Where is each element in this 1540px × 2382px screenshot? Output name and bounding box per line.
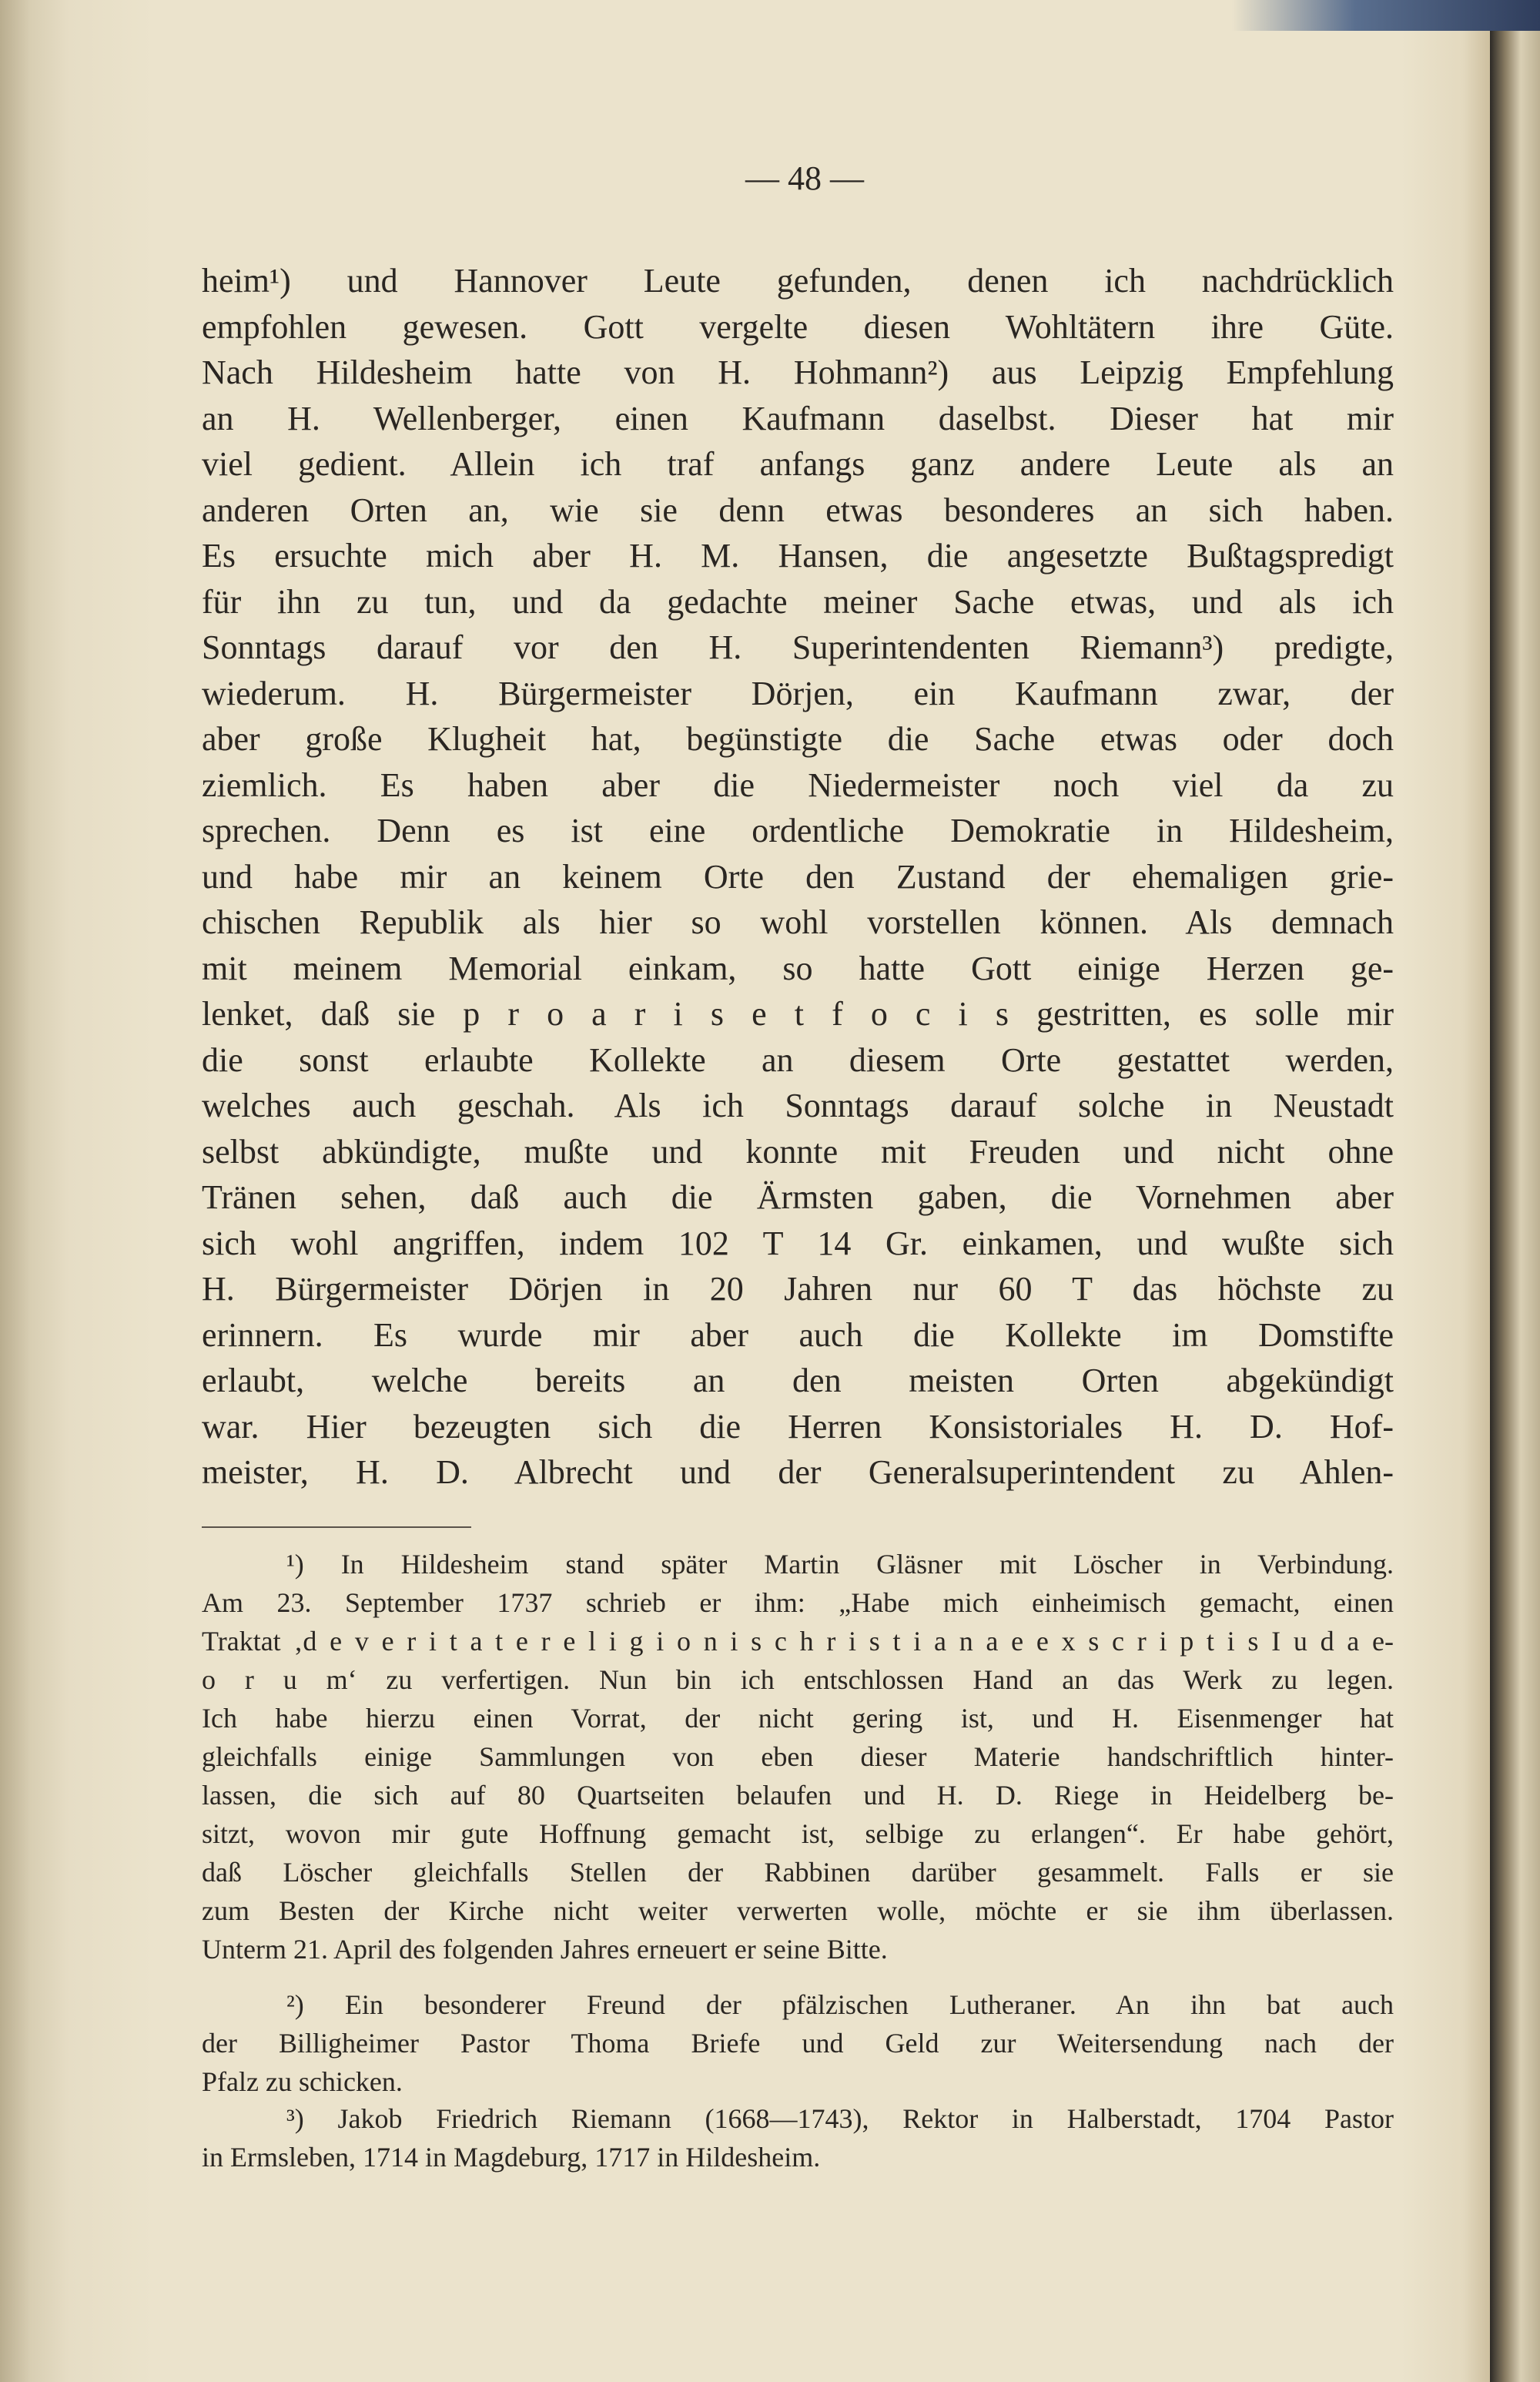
- body-line: Es ersuchte mich aber H. M. Hansen, die angesetzte Bußtagspredigt: [202, 537, 1394, 575]
- body-line: Tränen sehen, daß auch die Ärmsten gaben, die Vornehmen aber: [202, 1178, 1394, 1216]
- footnote-3: [202, 2099, 1394, 2176]
- body-line: H. Bürgermeister Dörjen in 20 Jahren nur 60 T das höchste zu: [202, 1270, 1394, 1308]
- footnote-line: ³) Jakob Friedrich Riemann (1668—1743), Rektor in Halberstadt, 1704 Pastor: [286, 2103, 1394, 2134]
- footnote-line: Am 23. September 1737 schrieb er ihm: „Habe mich einheimisch gemacht, einen: [202, 1587, 1394, 1618]
- body-line: erlaubt, welche bereits an den meisten Orten abgekündigt: [202, 1362, 1394, 1399]
- body-text: [202, 258, 1394, 1496]
- footnote-line: zum Besten der Kirche nicht weiter verwerten wolle, möchte er sie ihm überlassen.: [202, 1895, 1394, 1926]
- body-line: und habe mir an keinem Orte den Zustand der ehemaligen grie-: [202, 857, 1394, 896]
- body-line: viel gedient. Allein ich traf anfangs ganz andere Leute als an: [202, 445, 1394, 483]
- body-line: für ihn zu tun, und da gedachte meiner Sache etwas, und als ich: [202, 582, 1394, 621]
- footnote-line: in Ermsleben, 1714 in Magdeburg, 1717 in Hildesheim.: [202, 2142, 821, 2173]
- footnote-2: [202, 1985, 1394, 2101]
- body-line: lenket, daß sie p r o a r i s e t f o c i s gestritten, es solle mir: [202, 995, 1394, 1033]
- body-line: wiederum. H. Bürgermeister Dörjen, ein Kaufmann zwar, der: [202, 674, 1394, 712]
- footnote-line: Traktat ‚d e v e r i t a t e r e l i g i o n i s c h r i s t i a n a e e x s c r i p t i s I u d a e-: [202, 1626, 1394, 1657]
- footnote-line: der Billigheimer Pastor Thoma Briefe und Geld zur Weitersendung nach der: [202, 2028, 1394, 2059]
- body-line: sprechen. Denn es ist eine ordentliche Demokratie in Hildesheim,: [202, 812, 1394, 849]
- body-line: Sonntags darauf vor den H. Superintendenten Riemann³) predigte,: [202, 628, 1394, 666]
- body-line: anderen Orten an, wie sie denn etwas besonderes an sich haben.: [202, 491, 1394, 529]
- body-line: die sonst erlaubte Kollekte an diesem Orte gestattet werden,: [202, 1040, 1394, 1079]
- body-line: meister, H. D. Albrecht und der Generalsuperintendent zu Ahlen-: [202, 1453, 1394, 1491]
- footnote-separator: [202, 1526, 471, 1528]
- footnote-line: sitzt, wovon mir gute Hoffnung gemacht ist, selbige zu erlangen“. Er habe gehört,: [202, 1818, 1394, 1849]
- body-line: war. Hier bezeugten sich die Herren Konsistoriales H. D. Hof-: [202, 1407, 1394, 1446]
- footnote-line: o r u m‘ zu verfertigen. Nun bin ich entschlossen Hand an das Werk zu legen.: [202, 1664, 1394, 1695]
- footnote-line: Unterm 21. April des folgenden Jahres erneuert er seine Bitte.: [202, 1934, 888, 1965]
- footnote-1: [202, 1545, 1394, 1968]
- body-line: heim¹) und Hannover Leute gefunden, denen ich nachdrücklich: [202, 262, 1394, 300]
- body-line: chischen Republik als hier so wohl vorstellen können. Als demnach: [202, 903, 1394, 941]
- footnote-line: gleichfalls einige Sammlungen von eben dieser Materie handschriftlich hinter-: [202, 1741, 1394, 1772]
- body-line: selbst abkündigte, mußte und konnte mit Freuden und nicht ohne: [202, 1132, 1394, 1171]
- body-line: Nach Hildesheim hatte von H. Hohmann²) aus Leipzig Empfehlung: [202, 353, 1394, 391]
- footnote-line: lassen, die sich auf 80 Quartseiten belaufen und H. D. Riege in Heidelberg be-: [202, 1780, 1394, 1811]
- body-line: sich wohl angriffen, indem 102 T 14 Gr. einkamen, und wußte sich: [202, 1224, 1394, 1262]
- footnote-line: Pfalz zu schicken.: [202, 2066, 403, 2097]
- body-line: empfohlen gewesen. Gott vergelte diesen Wohltätern ihre Güte.: [202, 307, 1394, 346]
- body-line: mit meinem Memorial einkam, so hatte Gott einige Herzen ge-: [202, 949, 1394, 987]
- body-line: erinnern. Es wurde mir aber auch die Kollekte im Domstifte: [202, 1315, 1394, 1354]
- footnote-line: ¹) In Hildesheim stand später Martin Gläsner mit Löscher in Verbindung.: [286, 1549, 1394, 1580]
- footnote-line: ²) Ein besonderer Freund der pfälzischen Lutheraner. An ihn bat auch: [286, 1989, 1394, 2020]
- body-line: an H. Wellenberger, einen Kaufmann daselbst. Dieser hat mir: [202, 399, 1394, 437]
- page-number: — 48 —: [745, 159, 864, 197]
- binding-band: [1232, 0, 1540, 31]
- footnote-line: Ich habe hierzu einen Vorrat, der nicht gering ist, und H. Eisenmenger hat: [202, 1703, 1394, 1734]
- footnote-line: daß Löscher gleichfalls Stellen der Rabbinen darüber gesammelt. Falls er sie: [202, 1857, 1394, 1888]
- body-line: ziemlich. Es haben aber die Niedermeister noch viel da zu: [202, 766, 1394, 804]
- page-edge: [1490, 31, 1540, 2382]
- body-line: aber große Klugheit hat, begünstigte die Sache etwas oder doch: [202, 720, 1394, 758]
- body-line: welches auch geschah. Als ich Sonntags darauf solche in Neustadt: [202, 1087, 1394, 1124]
